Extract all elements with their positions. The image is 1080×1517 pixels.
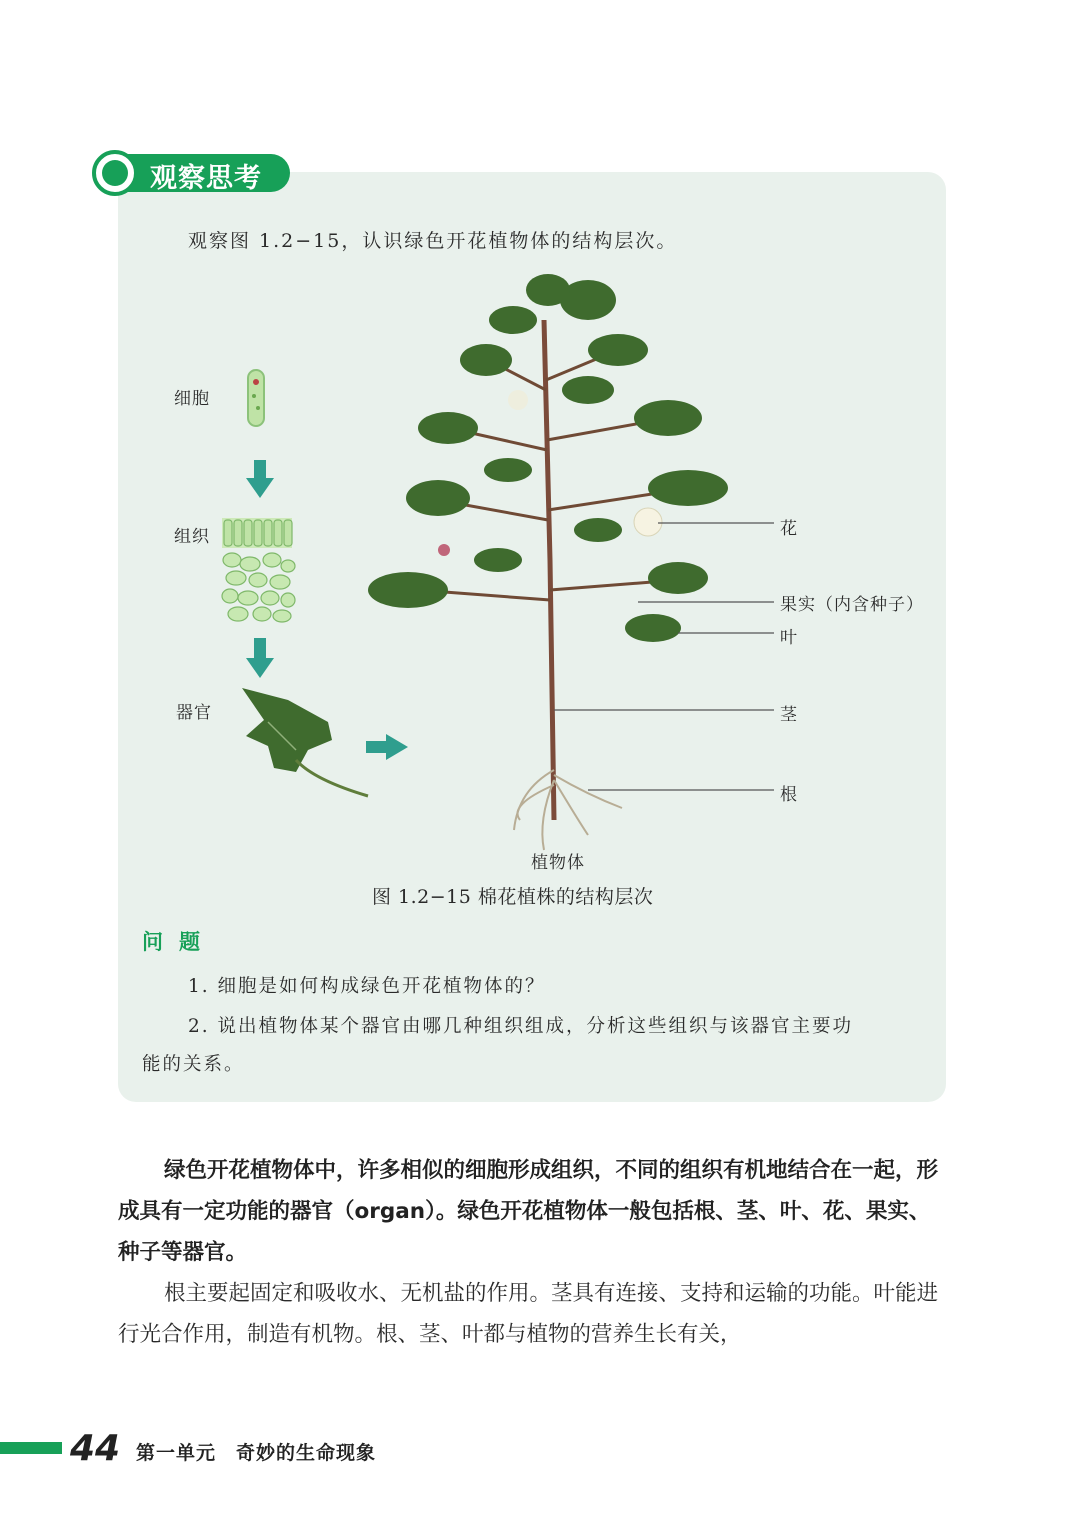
question-1: 1. 细胞是如何构成绿色开花植物体的？ <box>188 976 546 997</box>
plant-structure-figure <box>118 260 946 860</box>
cotton-plant-illustration <box>368 274 774 850</box>
page-number: 44 <box>70 1428 121 1469</box>
leaf-organ-illustration <box>242 688 368 796</box>
section-title: 观察思考 <box>150 163 262 194</box>
question-2-line-2: 能的关系。 <box>142 1054 245 1075</box>
label-root: 根 <box>780 785 798 805</box>
arrow-down-icon <box>246 638 274 678</box>
lightbulb-icon <box>92 150 138 196</box>
label-leaf: 叶 <box>780 628 798 648</box>
question-2-line-1: 2. 说出植物体某个器官由哪几种组织组成，分析这些组织与该器官主要功 <box>188 1016 854 1037</box>
questions-heading: 问题 <box>142 930 216 954</box>
tissue-illustration <box>222 518 295 622</box>
arrow-down-icon <box>246 460 274 498</box>
arrow-right-icon <box>366 734 408 760</box>
unit-title: 第一单元 奇妙的生命现象 <box>136 1442 377 1464</box>
body-paragraph-2: 根主要起固定和吸收水、无机盐的作用。茎具有连接、支持和运输的功能。叶能进行光合作用，制造有机物。根、茎、叶都与植物的营养生长有关， <box>118 1281 939 1347</box>
label-stem: 茎 <box>780 705 798 725</box>
label-organ: 器官 <box>176 703 212 723</box>
label-fruit: 果实（内含种子） <box>780 595 924 615</box>
intro-text: 观察图 1.2−15，认识绿色开花植物体的结构层次。 <box>188 230 678 252</box>
label-flower: 花 <box>780 519 798 539</box>
section-badge <box>92 150 292 196</box>
body-paragraph-1: 绿色开花植物体中，许多相似的细胞形成组织，不同的组织有机地结合在一起，形成具有一定功能的器官（organ）。绿色开花植物体一般包括根、茎、叶、花、果实、种子等器官。 <box>118 1158 939 1265</box>
label-plant: 植物体 <box>531 853 585 873</box>
label-tissue: 组织 <box>174 527 210 547</box>
label-cell: 细胞 <box>174 389 210 409</box>
cell-illustration <box>248 370 264 426</box>
figure-caption: 图 1.2−15 棉花植株的结构层次 <box>372 886 654 908</box>
footer-accent-bar <box>0 1442 62 1454</box>
